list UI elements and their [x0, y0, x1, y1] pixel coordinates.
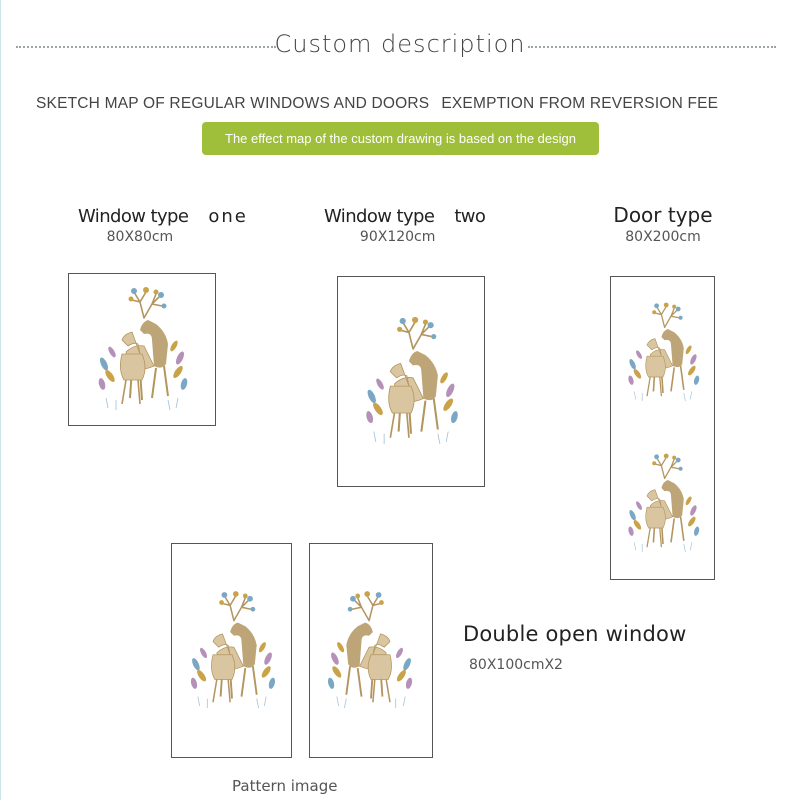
subtitle	[36, 95, 718, 113]
door-frame	[610, 276, 715, 580]
design-note-badge	[202, 122, 599, 155]
double-window-left-panel	[171, 543, 292, 758]
window-two-label	[324, 206, 485, 245]
window-one-variant: one	[208, 206, 248, 227]
deer-illustration	[615, 439, 711, 569]
deer-illustration	[615, 288, 711, 418]
double-window-name: Double open window	[463, 622, 687, 646]
deer-illustration	[175, 571, 289, 731]
subtitle-exemption: EXEMPTION FROM REVERSION FEE	[441, 95, 719, 112]
pattern-image-caption: Pattern image	[232, 777, 338, 795]
window-two-name: Window type	[324, 206, 435, 227]
subtitle-sketch-map: SKETCH MAP OF REGULAR WINDOWS AND DOORS	[36, 95, 430, 112]
window-two-size: 90X120cm	[359, 229, 436, 245]
door-size: 80X200cm	[625, 229, 701, 245]
deer-illustration	[82, 280, 202, 420]
title-divider-right	[528, 46, 776, 48]
deer-illustration	[349, 297, 473, 467]
design-note-text: The effect map of the custom drawing is based on the design	[225, 131, 576, 146]
window-one-size: 80X80cm	[106, 229, 174, 245]
page-title: Custom description	[274, 30, 526, 58]
window-one-name: Window type	[78, 206, 189, 227]
deer-illustration	[314, 571, 428, 731]
window-one-frame	[68, 273, 216, 426]
double-window-size: 80X100cmX2	[469, 657, 563, 673]
window-two-variant: two	[454, 206, 486, 227]
double-window-right-panel	[309, 543, 433, 758]
door-name: Door type	[613, 203, 713, 227]
door-label	[606, 203, 720, 245]
window-one-label	[78, 206, 248, 245]
page-edge-line	[0, 0, 1, 800]
window-two-frame	[337, 276, 485, 487]
